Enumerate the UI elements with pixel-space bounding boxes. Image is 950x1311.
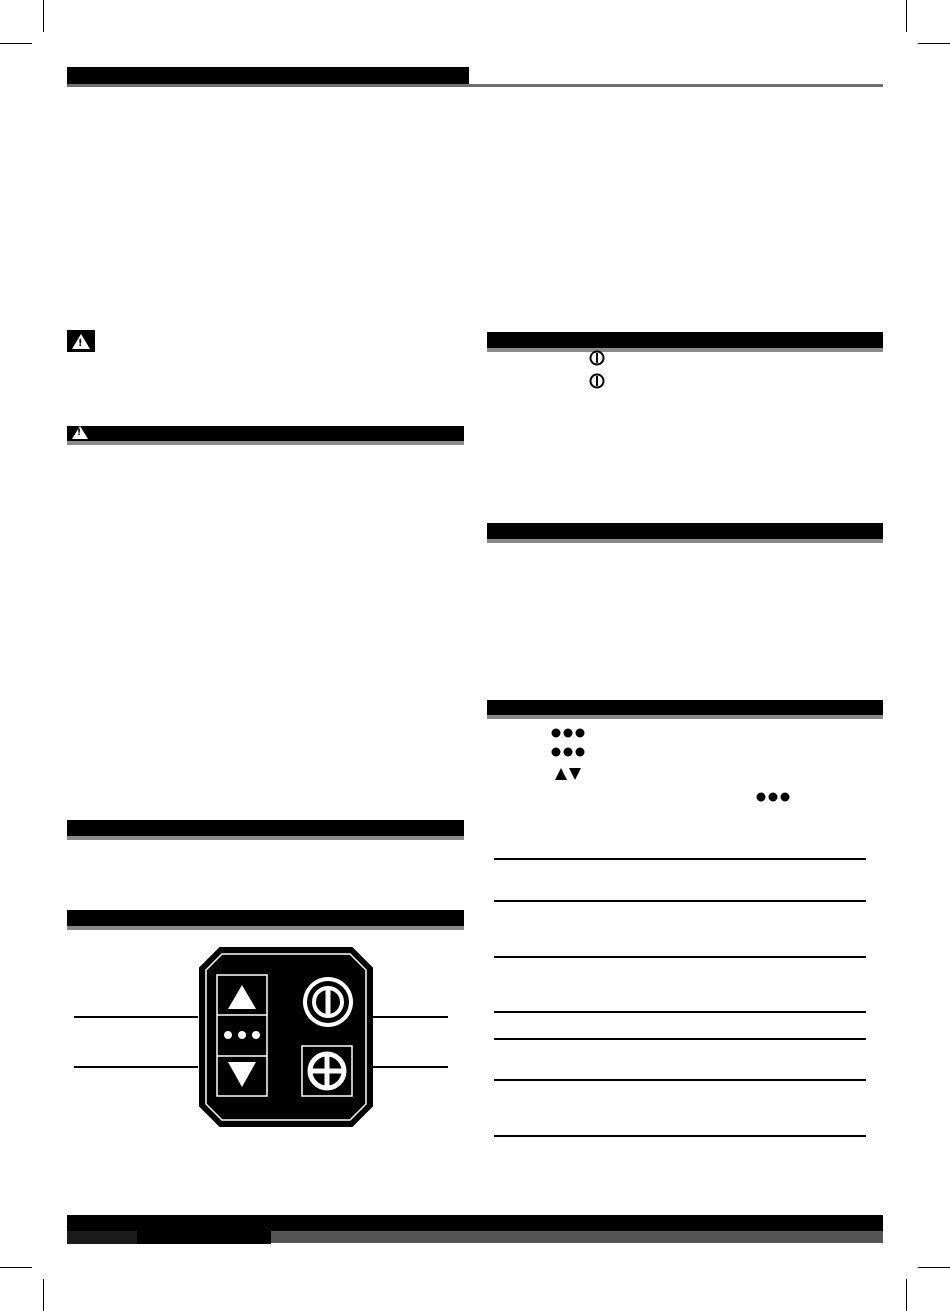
bar-shadow [487,539,883,543]
table-rule [494,1011,866,1013]
power-icon [589,350,605,366]
callout-line [372,1066,448,1068]
bar-shadow [487,348,883,352]
footer-rule [271,1231,883,1243]
power-icon [589,373,605,389]
footer-bar [67,1215,883,1231]
dots-icon [756,791,790,803]
section-bar [67,820,464,836]
crop-mark [906,1279,907,1311]
table-rule [494,858,866,860]
callout-line [74,1066,198,1068]
bar-shadow [487,715,883,719]
table-rule [494,1038,866,1040]
bar-shadow [67,926,464,930]
power-icon[interactable] [303,977,353,1027]
header-bar [67,67,469,84]
bar-shadow [67,836,464,840]
section-bar [487,700,883,715]
target-icon[interactable] [302,1046,352,1096]
table-rule [494,1079,866,1081]
control-panel [198,946,374,1128]
section-bar [487,523,883,539]
section-bar [67,910,464,926]
crop-mark [43,0,44,32]
table-rule [494,1135,866,1137]
bar-shadow [67,441,464,445]
warning-note: ! [67,330,95,352]
table-rule [494,956,866,958]
crop-mark [918,1267,950,1268]
up-down-arrows-icon [555,767,581,781]
crop-mark [0,1267,32,1268]
dots-icon [551,727,585,739]
warning-section-bar: ! [67,426,464,441]
header-rule [67,84,883,87]
callout-line [74,1016,198,1018]
crop-mark [0,43,32,44]
table-rule [494,900,866,902]
dots-icon[interactable] [224,1031,260,1039]
section-bar [487,332,883,348]
footer-rule [67,1231,137,1244]
crop-mark [906,0,907,32]
crop-mark [918,43,950,44]
crop-mark [43,1279,44,1311]
callout-line [372,1016,448,1018]
dots-icon [551,746,585,758]
